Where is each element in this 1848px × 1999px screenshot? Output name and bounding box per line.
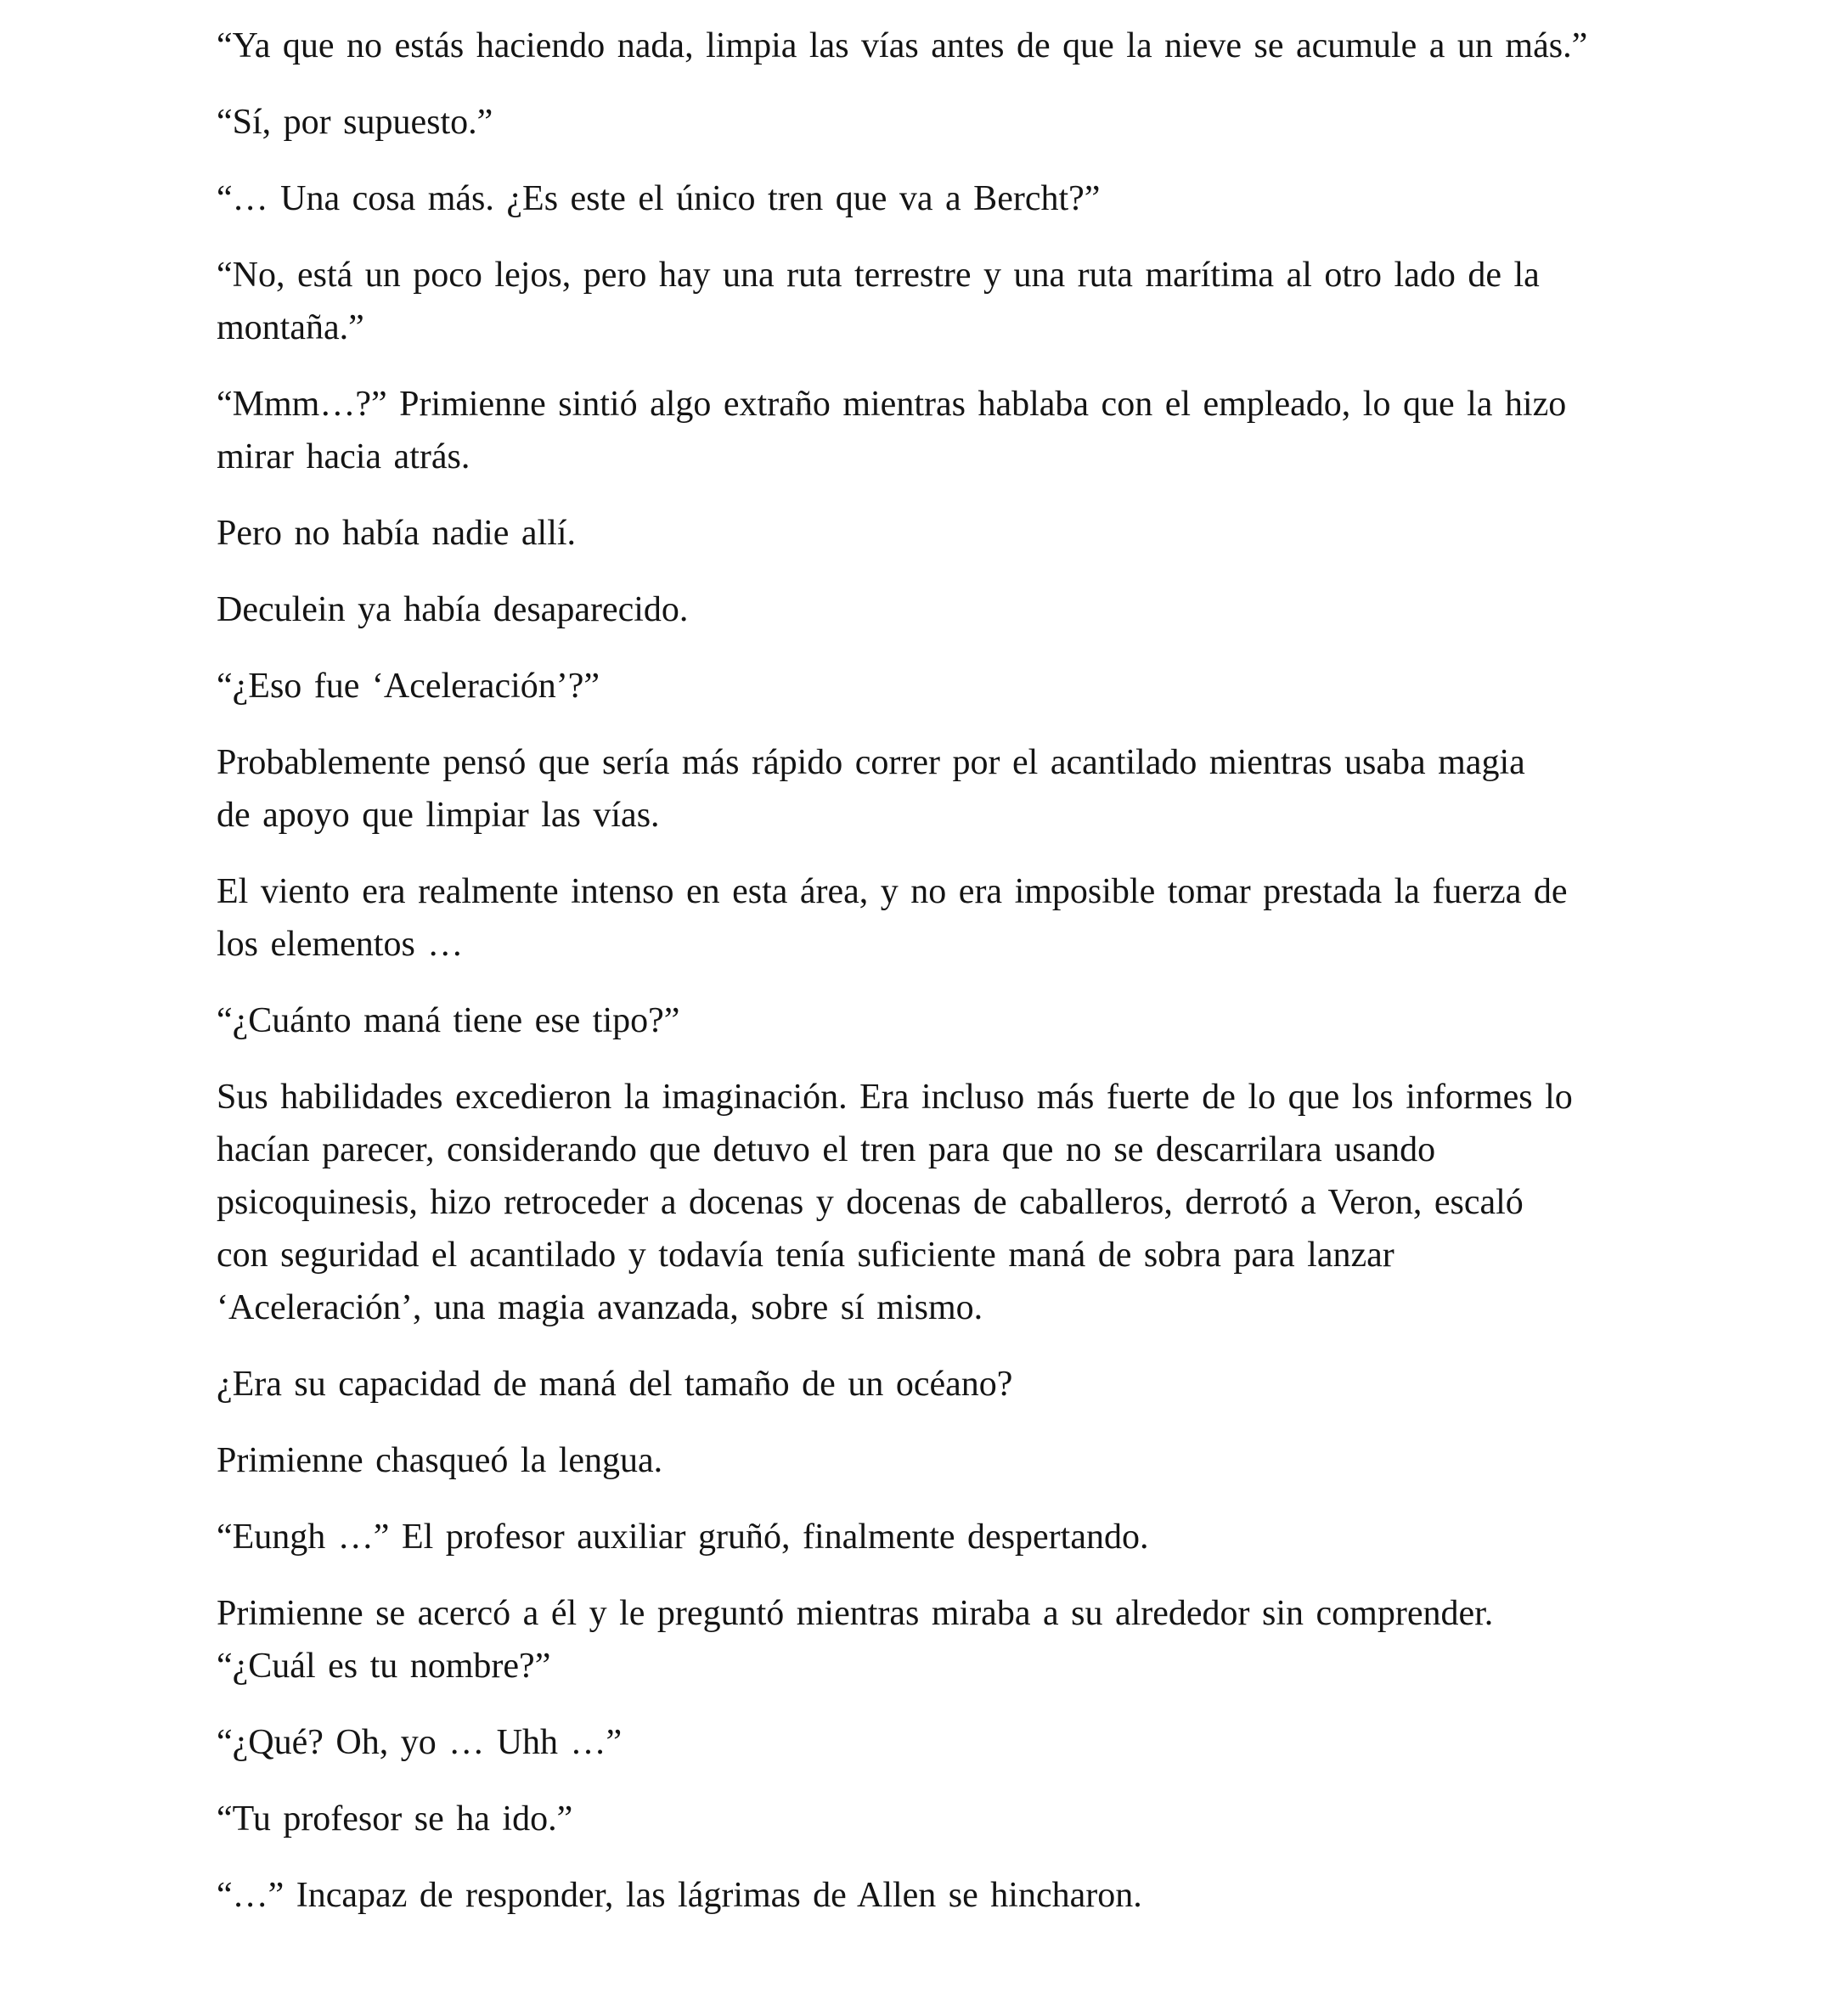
- text-line: “¿Eso fue ‘Aceleración’?”: [217, 667, 600, 706]
- text-line: los elementos …: [217, 925, 464, 964]
- paragraph: [217, 1511, 1653, 1563]
- text-line: “Ya que no estás haciendo nada, limpia las vías antes de que la nieve se acumule a un más.”: [217, 26, 1588, 65]
- text-line: Probablemente pensó que sería más rápido correr por el acantilado mientras usaba magia: [217, 743, 1525, 782]
- paragraph: [217, 994, 1653, 1047]
- paragraph: [217, 1587, 1653, 1692]
- text-line: “…” Incapaz de responder, las lágrimas de Allen se hincharon.: [217, 1876, 1142, 1915]
- paragraph: [217, 96, 1653, 149]
- paragraph: [217, 1869, 1653, 1922]
- text-line: Pero no había nadie allí.: [217, 514, 577, 553]
- paragraph: [217, 1071, 1653, 1334]
- text-line: Sus habilidades excedieron la imaginación. Era incluso más fuerte de lo que los informes lo: [217, 1078, 1573, 1117]
- text-line: ¿Era su capacidad de maná del tamaño de un océano?: [217, 1365, 1013, 1404]
- text-line: hacían parecer, considerando que detuvo el tren para que no se descarrilara usando: [217, 1130, 1436, 1169]
- text-line: ‘Aceleración’, una magia avanzada, sobre sí mismo.: [217, 1288, 983, 1327]
- text-line: “¿Qué? Oh, yo … Uhh …”: [217, 1723, 623, 1762]
- paragraph: [217, 865, 1653, 971]
- text-line: “No, está un poco lejos, pero hay una ruta terrestre y una ruta marítima al otro lado de la: [217, 256, 1540, 295]
- text-line: “Tu profesor se ha ido.”: [217, 1799, 573, 1839]
- paragraph: [217, 1716, 1653, 1769]
- text-line: “¿Cuánto maná tiene ese tipo?”: [217, 1001, 680, 1040]
- text-line: “… Una cosa más. ¿Es este el único tren que va a Bercht?”: [217, 179, 1101, 218]
- text-line: Primienne chasqueó la lengua.: [217, 1441, 663, 1480]
- paragraph: [217, 249, 1653, 354]
- text-line: Primienne se acercó a él y le preguntó mientras miraba a su alrededor sin comprender.: [217, 1594, 1494, 1633]
- text-line: de apoyo que limpiar las vías.: [217, 796, 660, 835]
- paragraph: [217, 378, 1653, 483]
- paragraph: [217, 1358, 1653, 1411]
- paragraph: [217, 172, 1653, 225]
- paragraph: [217, 660, 1653, 712]
- paragraph: [217, 736, 1653, 842]
- text-line: “Mmm…?” Primienne sintió algo extraño mientras hablaba con el empleado, lo que la hizo: [217, 385, 1567, 424]
- text-line: El viento era realmente intenso en esta área, y no era imposible tomar prestada la fuerza de: [217, 872, 1568, 911]
- paragraph: [217, 20, 1653, 72]
- text-line: con seguridad el acantilado y todavía tenía suficiente maná de sobra para lanzar: [217, 1236, 1394, 1275]
- paragraph: [217, 583, 1653, 636]
- text-line: psicoquinesis, hizo retroceder a docenas y docenas de caballeros, derrotó a Veron, escaló: [217, 1183, 1524, 1222]
- paragraph: [217, 1434, 1653, 1487]
- text-line: “Eungh …” El profesor auxiliar gruñó, finalmente despertando.: [217, 1518, 1149, 1557]
- text-line: montaña.”: [217, 308, 364, 347]
- paragraph: [217, 1793, 1653, 1845]
- text-line: Deculein ya había desaparecido.: [217, 590, 689, 629]
- text-line: “Sí, por supuesto.”: [217, 103, 493, 142]
- paragraph: [217, 507, 1653, 560]
- text-line: mirar hacia atrás.: [217, 437, 470, 476]
- text-line: “¿Cuál es tu nombre?”: [217, 1647, 551, 1686]
